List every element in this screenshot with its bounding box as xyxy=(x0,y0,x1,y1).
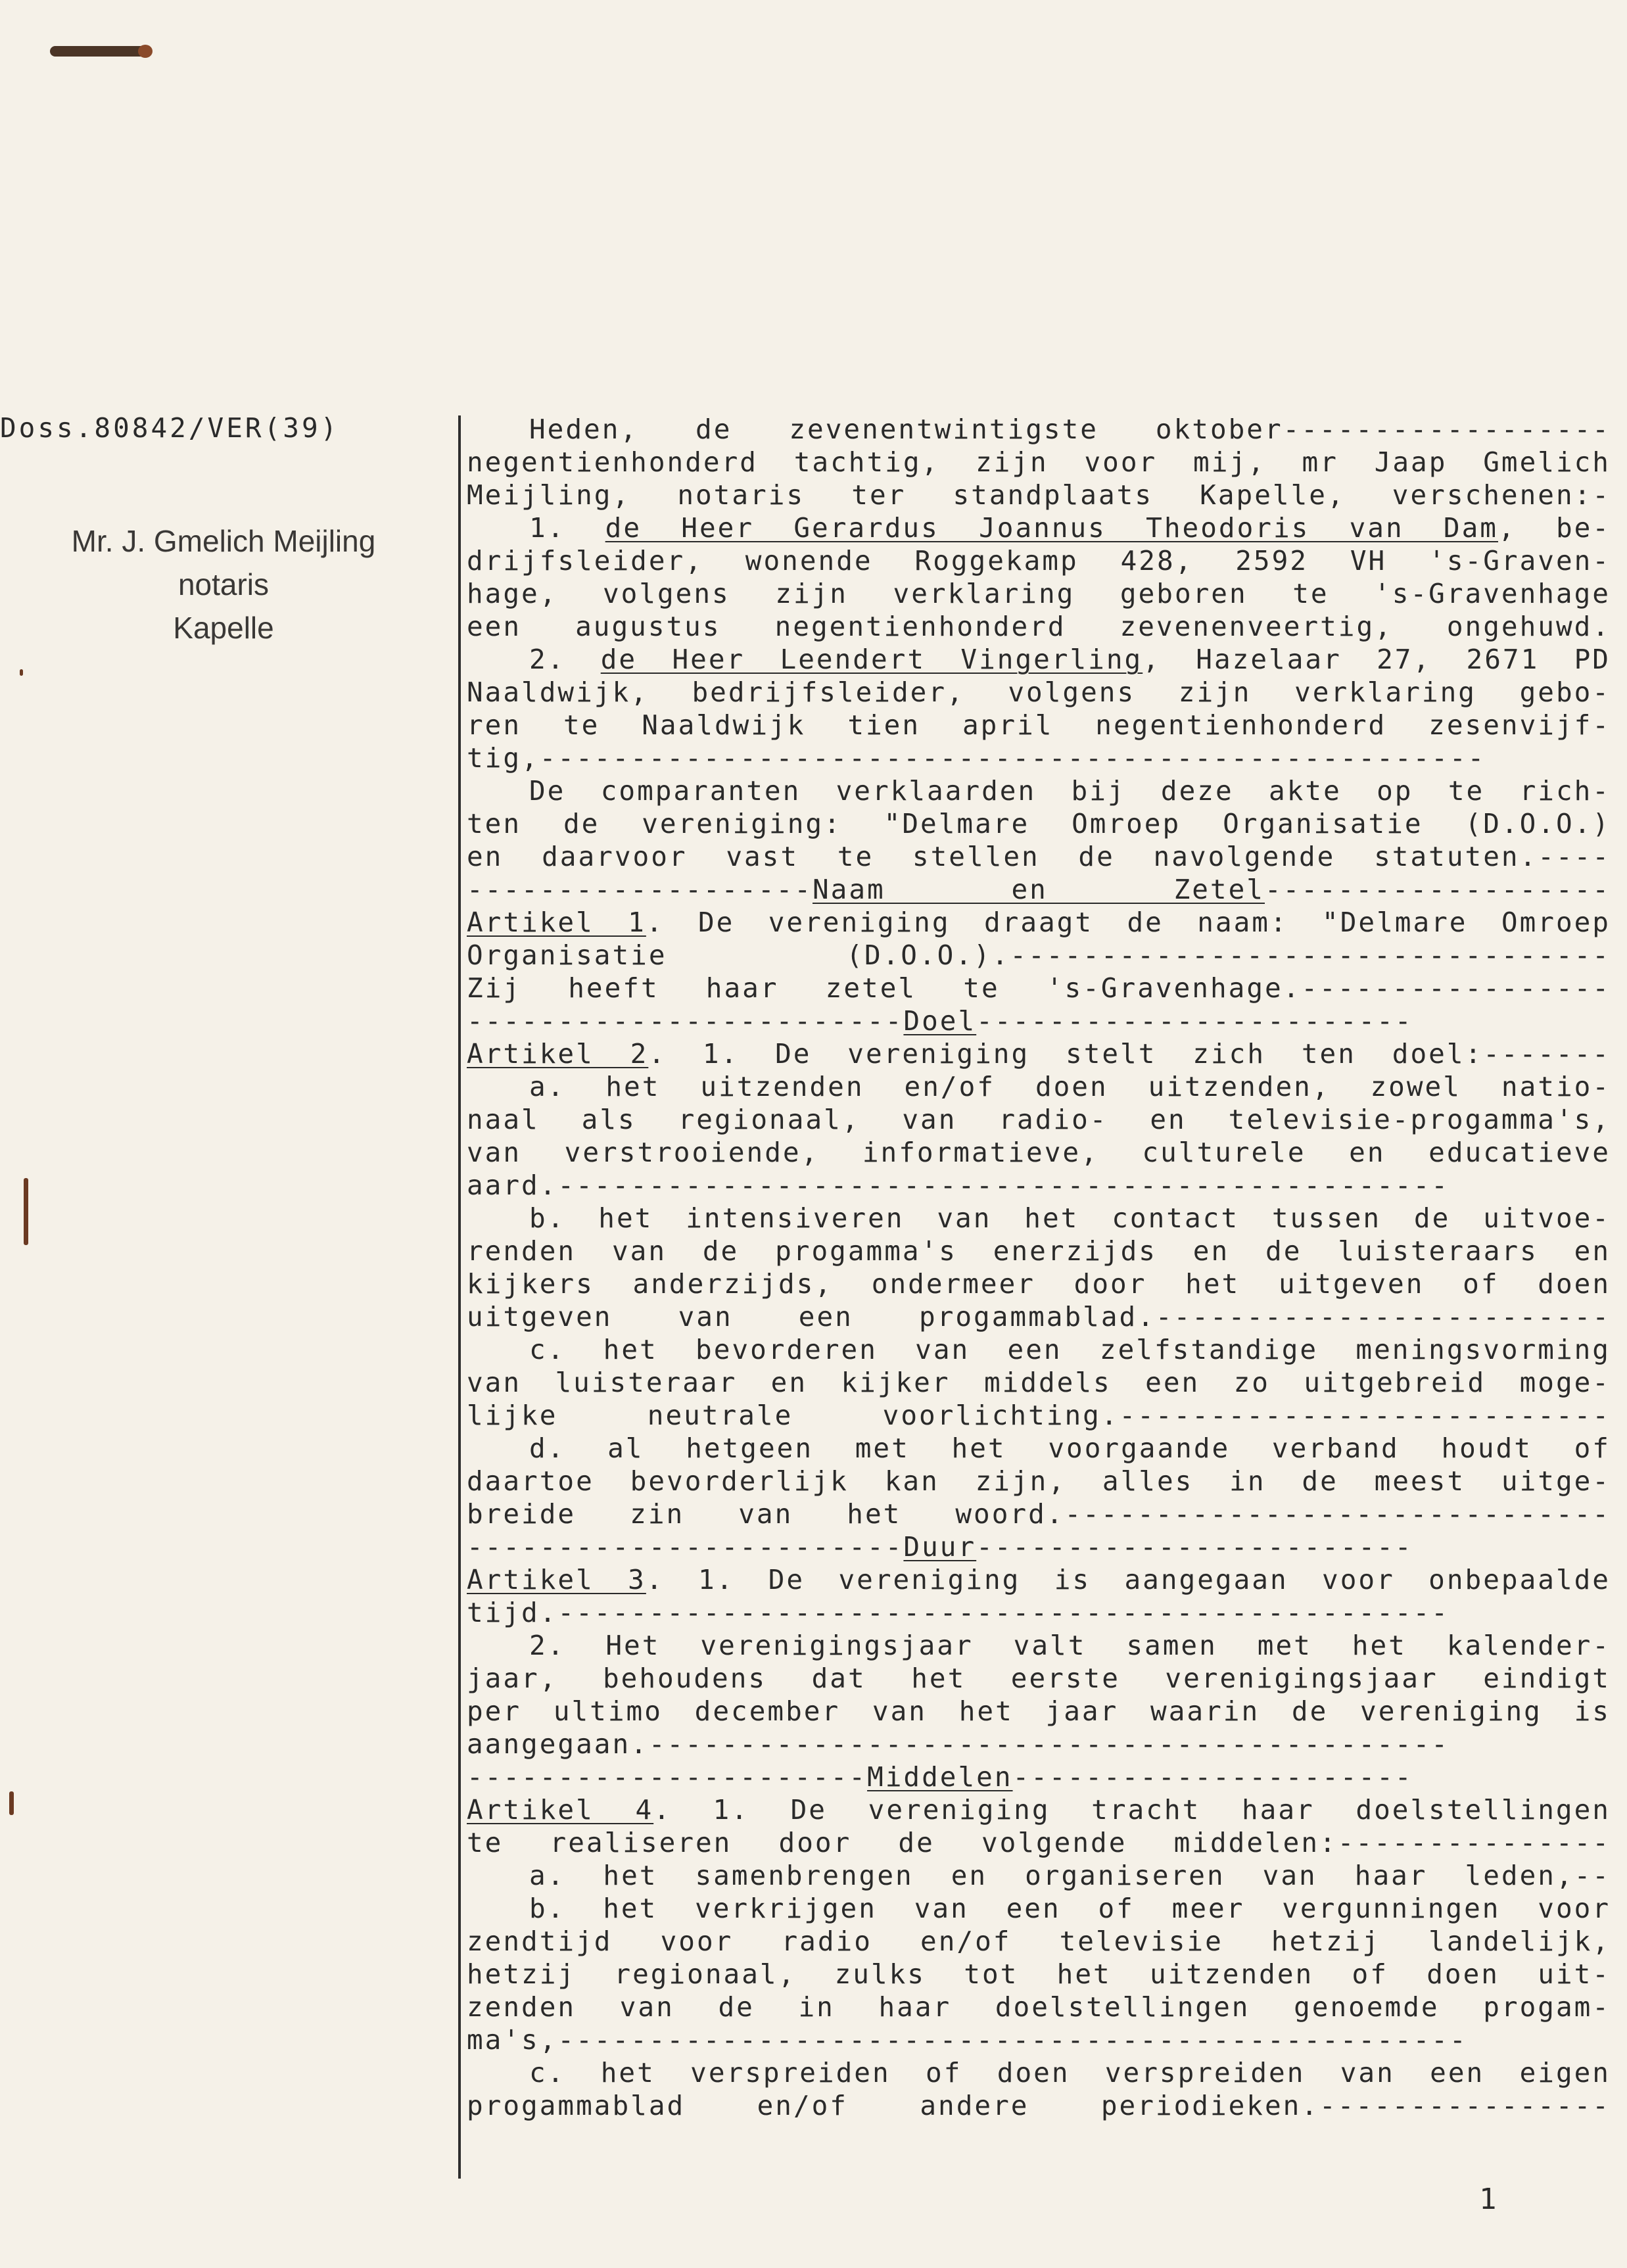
margin-rule xyxy=(458,415,461,2179)
deed-line: tijd.------------------------------------------------- xyxy=(467,1597,1450,1628)
deed-line: 2. Het verenigingsjaar valt samen met het kalender- xyxy=(529,1630,1611,1661)
deed-line: -------------------Naam en Zetel------------------- xyxy=(467,874,1611,905)
underlined-term: Middelen xyxy=(867,1761,1013,1793)
margin-mark xyxy=(24,1178,28,1245)
deed-line: Zij heeft haar zetel te 's-Gravenhage.----------------- xyxy=(467,972,1611,1004)
deed-line: drijfsleider, wonende Roggekamp 428, 2592 VH 's-Graven- xyxy=(467,545,1611,577)
deed-line: Meijling, notaris ter standplaats Kapelle, verschenen:- xyxy=(467,479,1611,511)
deed-line: per ultimo december van het jaar waarin de vereniging is xyxy=(467,1695,1611,1727)
deed-line: Artikel 3. 1. De vereniging is aangegaan voor onbepaalde xyxy=(467,1564,1611,1595)
underlined-term: Duur xyxy=(903,1531,977,1563)
deed-line: ------------------------Doel------------------------ xyxy=(467,1005,1413,1037)
deed-line: Naaldwijk, bedrijfsleider, volgens zijn verklaring gebo- xyxy=(467,676,1611,708)
deed-line: zenden van de in haar doelstellingen genoemde progam- xyxy=(467,1991,1611,2023)
deed-line: renden van de progamma's enerzijds en de luisteraars en xyxy=(467,1235,1611,1267)
page-number: 1 xyxy=(1479,2183,1497,2216)
margin-mark xyxy=(9,1791,14,1815)
deed-line: ------------------------Duur------------------------ xyxy=(467,1531,1413,1563)
deed-line: c. het bevorderen van een zelfstandige meningsvorming xyxy=(529,1334,1611,1365)
notary-stamp xyxy=(26,519,421,650)
deed-line: lijke neutrale voorlichting.--------------------------- xyxy=(467,1400,1611,1431)
margin-mark xyxy=(20,669,23,676)
deed-line: een augustus negentienhonderd zevenenveertig, ongehuwd. xyxy=(467,611,1611,642)
deed-text xyxy=(467,413,1611,2122)
deed-line: a. het samenbrengen en organiseren van haar leden,-- xyxy=(529,1860,1611,1891)
dossier-number: Doss.80842/VER(39) xyxy=(0,412,340,444)
deed-line: b. het verkrijgen van een of meer vergunningen voor xyxy=(529,1893,1611,1924)
deed-line: daartoe bevorderlijk kan zijn, alles in de meest uitge- xyxy=(467,1465,1611,1497)
deed-line: ----------------------Middelen---------------------- xyxy=(467,1761,1413,1793)
deed-line: aard.------------------------------------------------- xyxy=(467,1169,1450,1201)
staple-mark xyxy=(50,46,150,57)
stamp-line-title: notaris xyxy=(177,567,270,602)
underlined-term: de Heer Leendert Vingerling xyxy=(600,644,1143,675)
deed-line: d. al hetgeen met het voorgaande verband houdt of xyxy=(529,1432,1611,1464)
deed-line: hetzij regionaal, zulks tot het uitzenden of doen uit- xyxy=(467,1958,1611,1990)
deed-line: Artikel 1. De vereniging draagt de naam: "Delmare Omroep xyxy=(467,907,1611,938)
deed-line: progammablad en/of andere periodieken.---------------- xyxy=(467,2090,1611,2121)
deed-line: hage, volgens zijn verklaring geboren te 's-Gravenhage xyxy=(467,578,1611,609)
underlined-term: Artikel 1 xyxy=(467,907,646,938)
deed-line: breide zin van het woord.------------------------------ xyxy=(467,1498,1611,1530)
stamp-line-place: Kapelle xyxy=(173,611,274,645)
deed-line: De comparanten verklaarden bij deze akte op te rich- xyxy=(529,775,1611,807)
deed-line: b. het intensiveren van het contact tussen de uitvoe- xyxy=(529,1202,1611,1234)
underlined-term: Doel xyxy=(903,1005,977,1037)
deed-line: Artikel 2. 1. De vereniging stelt zich ten doel:------- xyxy=(467,1038,1611,1070)
deed-line: van luisteraar en kijker middels een zo uitgebreid moge- xyxy=(467,1367,1611,1398)
underlined-term: Naam en Zetel xyxy=(813,874,1265,905)
deed-line: ren te Naaldwijk tien april negentienhonderd zesenvijf- xyxy=(467,709,1611,741)
deed-line: aangegaan.-------------------------------------------- xyxy=(467,1728,1450,1760)
deed-line: 2. de Heer Leendert Vingerling, Hazelaar 27, 2671 PD xyxy=(529,644,1611,675)
deed-line: kijkers anderzijds, ondermeer door het uitgeven of doen xyxy=(467,1268,1611,1300)
deed-line: te realiseren door de volgende middelen:--------------- xyxy=(467,1827,1611,1858)
deed-line: Artikel 4. 1. De vereniging tracht haar doelstellingen xyxy=(467,1794,1611,1826)
deed-line: ten de vereniging: "Delmare Omroep Organisatie (D.O.O.) xyxy=(467,808,1611,839)
deed-line: Heden, de zevenentwintigste oktober------------------ xyxy=(529,413,1611,445)
deed-line: c. het verspreiden of doen verspreiden van een eigen xyxy=(529,2057,1611,2089)
underlined-term: de Heer Gerardus Joannus Theodoris van Dam xyxy=(605,512,1498,544)
deed-line: a. het uitzenden en/of doen uitzenden, zowel natio- xyxy=(529,1071,1611,1102)
deed-line: Organisatie (D.O.O.).--------------------------------- xyxy=(467,939,1611,971)
stamp-line-name: Mr. J. Gmelich Meijling xyxy=(71,524,376,558)
deed-line: negentienhonderd tachtig, zijn voor mij, mr Jaap Gmelich xyxy=(467,446,1611,478)
deed-line: uitgeven van een progammablad.------------------------- xyxy=(467,1301,1611,1333)
deed-line: jaar, behoudens dat het eerste verenigingsjaar eindigt xyxy=(467,1663,1611,1694)
underlined-term: Artikel 3 xyxy=(467,1564,646,1595)
deed-line: en daarvoor vast te stellen de navolgende statuten.---- xyxy=(467,841,1611,872)
underlined-term: Artikel 2 xyxy=(467,1038,649,1070)
deed-line: tig,---------------------------------------------------- xyxy=(467,742,1486,774)
deed-line: zendtijd voor radio en/of televisie hetzij landelijk, xyxy=(467,1925,1611,1957)
deed-line: ma's,-------------------------------------------------- xyxy=(467,2024,1468,2056)
deed-line: 1. de Heer Gerardus Joannus Theodoris van Dam, be- xyxy=(529,512,1611,544)
underlined-term: Artikel 4 xyxy=(467,1794,654,1826)
deed-line: van verstrooiende, informatieve, culturele en educatieve xyxy=(467,1137,1611,1168)
deed-line: naal als regionaal, van radio- en televisie-progamma's, xyxy=(467,1104,1611,1135)
